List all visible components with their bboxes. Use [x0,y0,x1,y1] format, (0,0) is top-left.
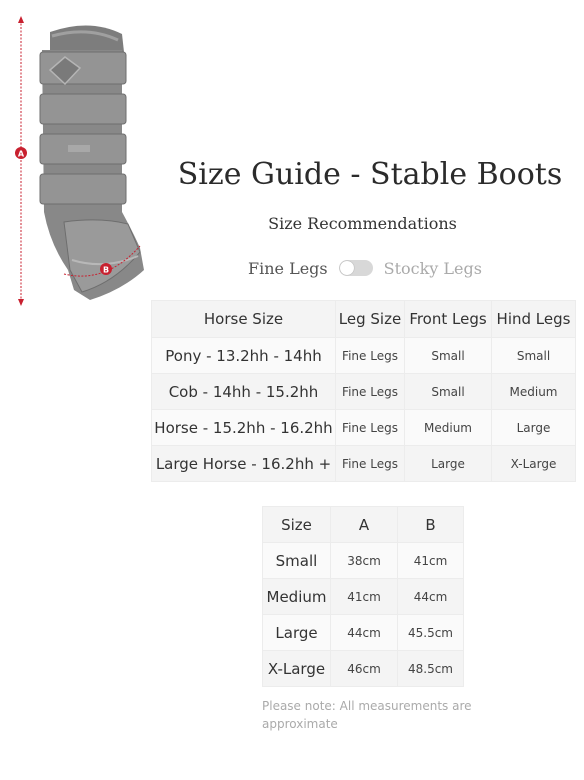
header-front-legs: Front Legs [405,301,492,338]
cell-horse-size: Cob - 14hh - 15.2hh [152,374,336,410]
cell-hind-legs: Large [492,410,576,446]
cell-hind-legs: X-Large [492,446,576,482]
table-row [152,410,576,446]
header-b: B [398,507,464,543]
cell-front-legs: Small [405,374,492,410]
table-header-row [152,301,576,338]
cell-hind-legs: Medium [492,374,576,410]
cell-a: 41cm [331,579,398,615]
cell-horse-size: Pony - 13.2hh - 14hh [152,338,336,374]
header-hind-legs: Hind Legs [492,301,576,338]
cell-a: 44cm [331,615,398,651]
cell-horse-size: Horse - 15.2hh - 16.2hh [152,410,336,446]
measurement-note: Please note: All measurements are approximate [262,699,472,731]
table-header-row [263,507,464,543]
header-a: A [331,507,398,543]
cell-front-legs: Large [405,446,492,482]
svg-text:A: A [17,149,25,159]
table-row [152,446,576,482]
size-recommendation-table [151,300,576,482]
cell-leg-size: Fine Legs [336,374,405,410]
cell-size: Medium [263,579,331,615]
svg-text:B: B [102,265,110,275]
cell-a: 46cm [331,651,398,687]
boot-strap [40,174,126,204]
cell-horse-size: Large Horse - 16.2hh + [152,446,336,482]
cell-front-legs: Medium [405,410,492,446]
cell-leg-size: Fine Legs [336,410,405,446]
cell-leg-size: Fine Legs [336,446,405,482]
table-row [263,615,464,651]
cell-b: 41cm [398,543,464,579]
cell-size: X-Large [263,651,331,687]
stable-boot-diagram [10,12,150,307]
header-leg-size: Leg Size [336,301,405,338]
cell-size: Small [263,543,331,579]
toggle-left-label[interactable]: Fine Legs [248,258,328,278]
cell-b: 44cm [398,579,464,615]
leg-type-switch[interactable] [339,260,373,276]
page-title: Size Guide - Stable Boots [177,157,563,192]
cell-leg-size: Fine Legs [336,338,405,374]
header-horse-size: Horse Size [152,301,336,338]
cell-b: 45.5cm [398,615,464,651]
section-subtitle: Size Recommendations [268,214,457,233]
table-row [263,651,464,687]
switch-knob [340,261,354,275]
table-row [263,579,464,615]
cell-b: 48.5cm [398,651,464,687]
marker-a-badge [15,147,27,159]
table-row [152,338,576,374]
marker-b-badge [100,263,112,275]
table-row [152,374,576,410]
cell-front-legs: Small [405,338,492,374]
header-size: Size [263,507,331,543]
table-row [263,543,464,579]
cell-size: Large [263,615,331,651]
cell-hind-legs: Small [492,338,576,374]
boot-strap [40,94,126,124]
cell-a: 38cm [331,543,398,579]
measurements-table [262,506,464,687]
toggle-right-label[interactable]: Stocky Legs [383,258,482,278]
leg-type-toggle-row [230,256,500,280]
